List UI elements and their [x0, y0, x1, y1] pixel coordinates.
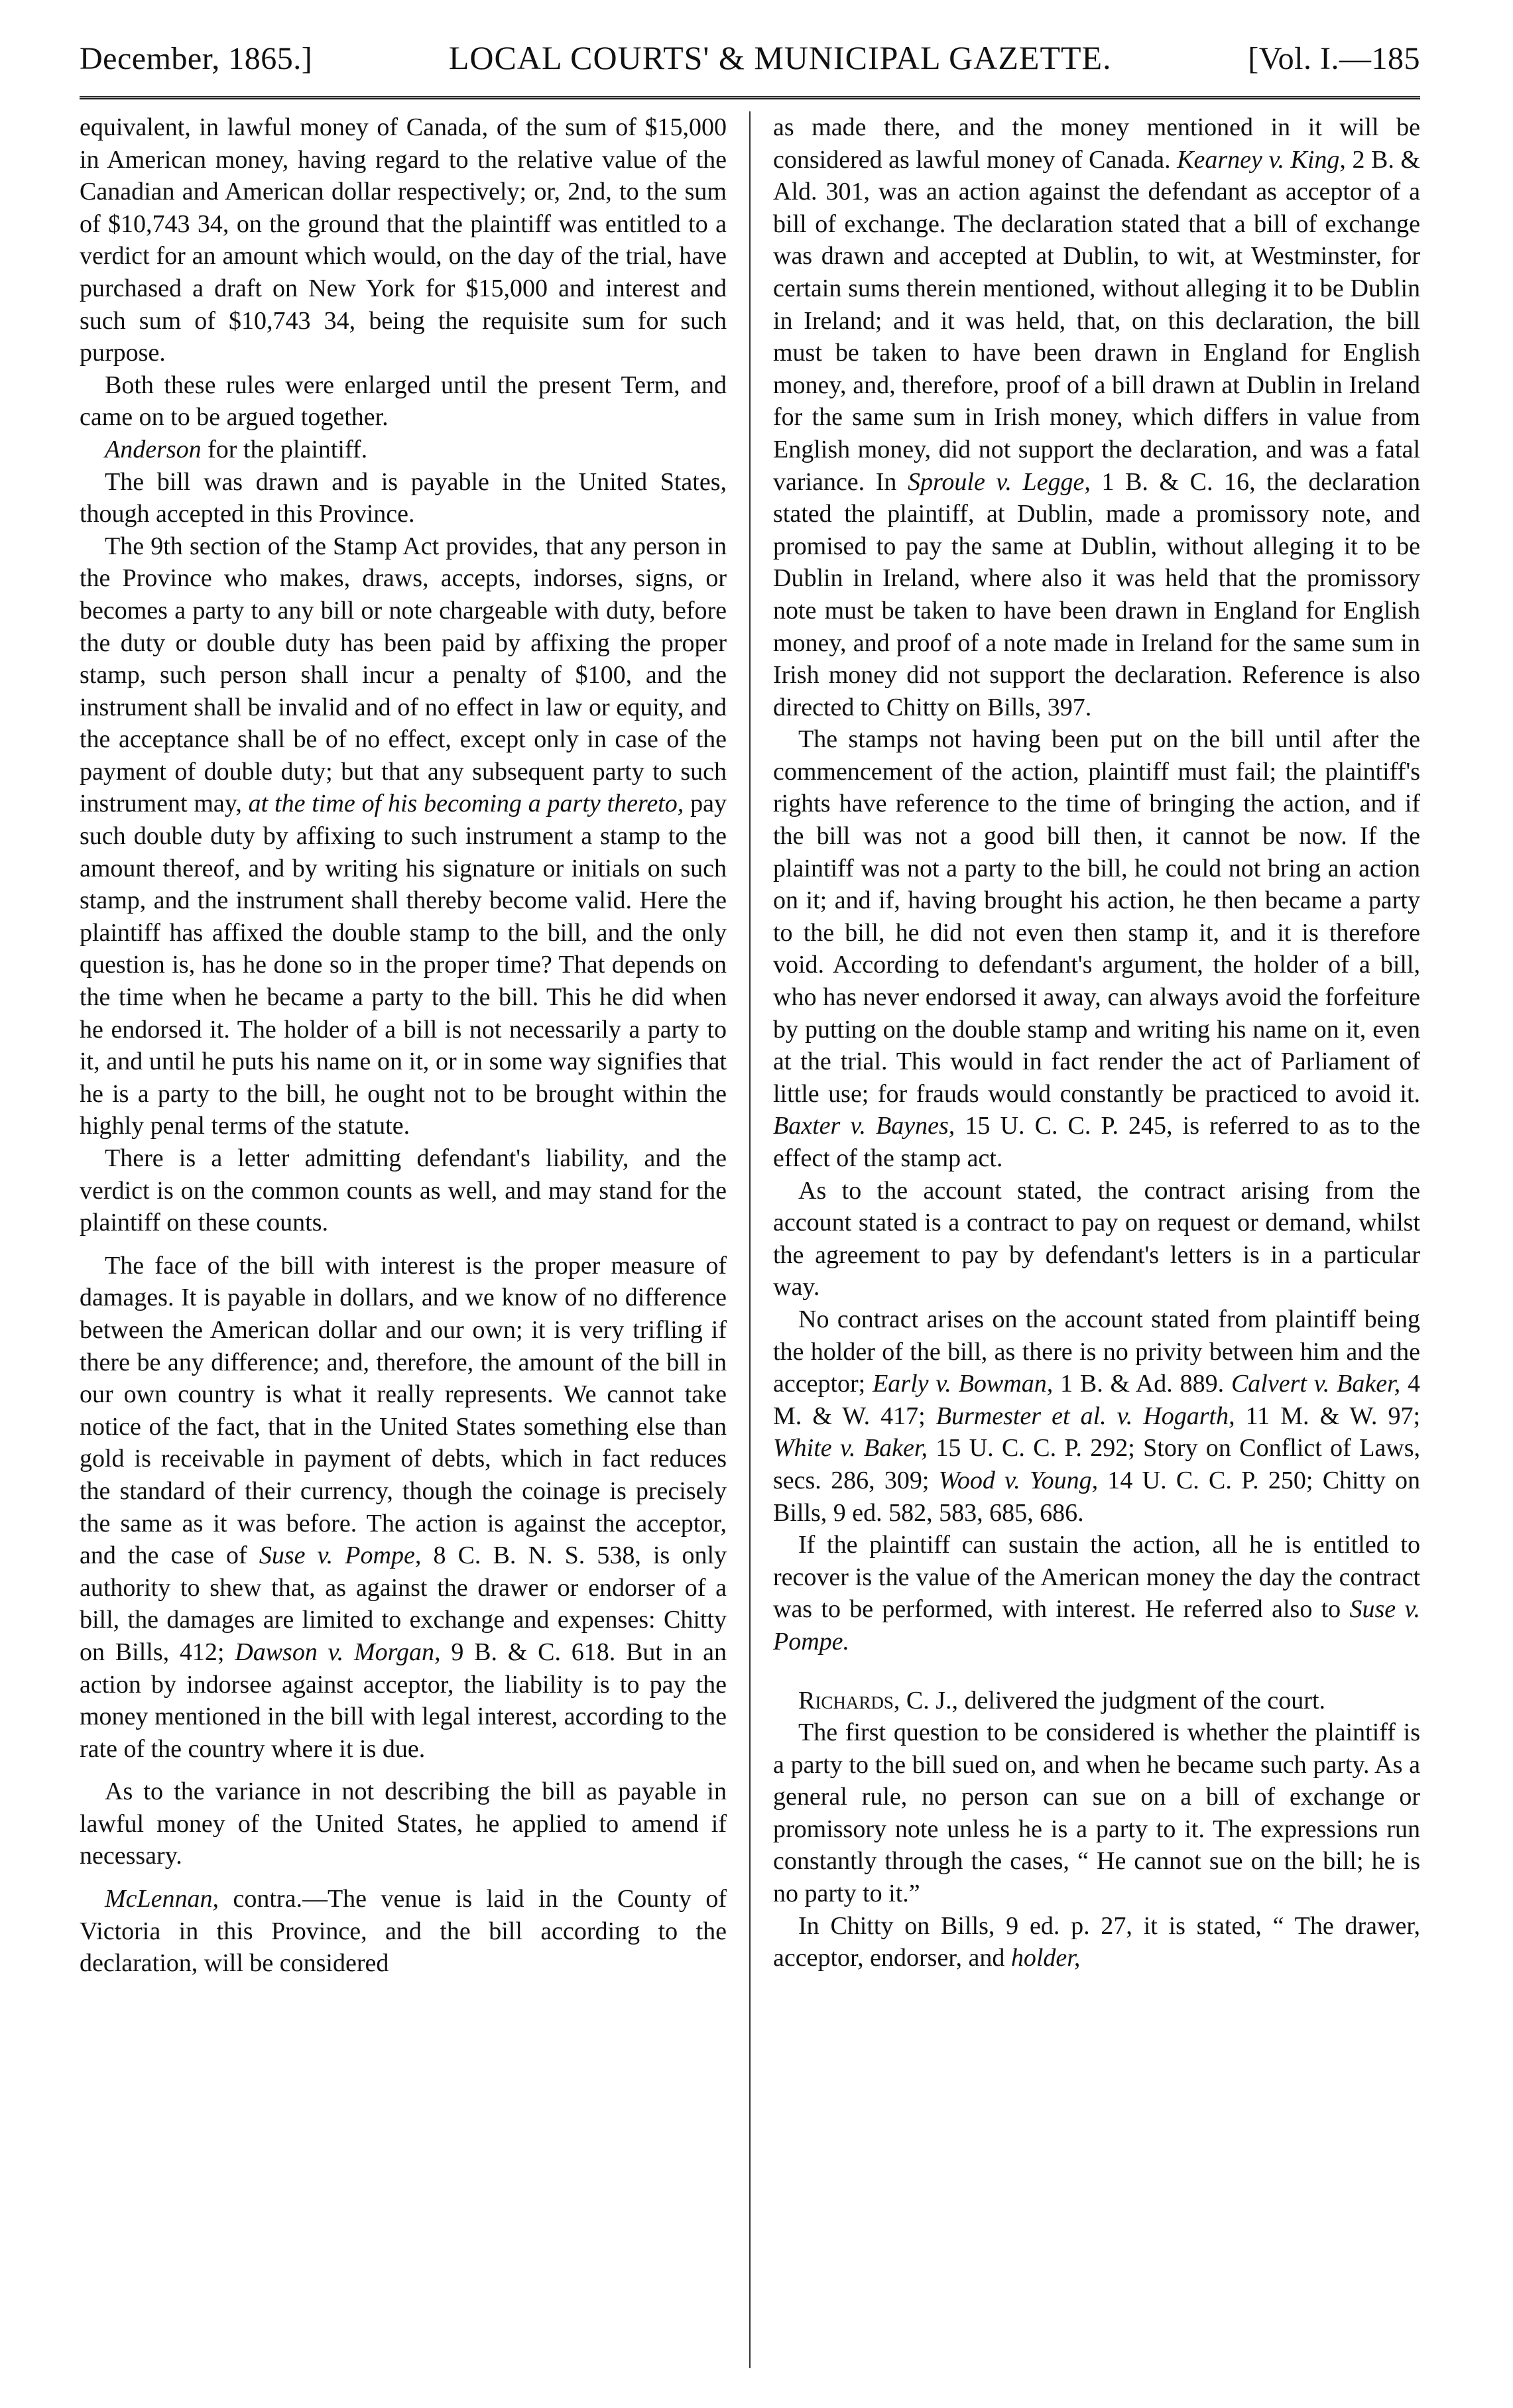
paragraph: The first question to be considered is whether the plaintiff is a party to the bill sued on, and when he became such party. As a general rule, no person can sue on a bill of exchange or promissory note unless he is a party to it. The expressions run constantly through the cases, “ He cannot sue on the bill; he is no party to it.”	[773, 1718, 1420, 1908]
paragraph	[773, 723, 1420, 1174]
text-run: In Chitty on Bills, 9 ed. p. 27, it is stated, “ The drawer, acceptor, endorser, and	[773, 1911, 1420, 1972]
text-run: 15 U. C. C. P. 292; Story on Conflict of Laws, secs. 286, 309;	[773, 1434, 1420, 1494]
header-volume: [Vol. I.—185	[1248, 41, 1420, 76]
paragraph	[80, 1250, 727, 1766]
case-citation: Baxter v. Baynes,	[773, 1112, 955, 1140]
text-run: 9 B. & C. 618. But in an action by indorsee against acceptor, the liability is to pay the money mentioned in the bill with legal interest, according to the rate of the country where it is due.	[80, 1638, 727, 1763]
header-date: December, 1865.]	[80, 41, 313, 76]
paragraph	[80, 1883, 727, 1980]
text-run: The 9th section of the Stamp Act provides, that any person in the Province who makes, draws, accepts, indorses, signs, or becomes a party to any bill or note chargeable with duty, before the duty or double duty has been paid by affixing the proper stamp, such person shall incur a penalty of $100, and the instrument shall be invalid and of no effect in law or equity, and the acceptance shall be of no effect, except only in case of the payment of double duty; but that any subsequent party to such instrument may,	[80, 532, 727, 818]
text-run: 2 B. & Ald. 301, was an action against the defendant as acceptor of a bill of exchange. The declaration stated that a bill of exchange was drawn and accepted at Dublin, to wit, at Westminster, for certain sums therein mentioned, without alleging it to be Dublin in Ireland; and it was held, that, on this declaration, the bill must be taken to have been drawn in England for English money, and, therefore, proof of a bill drawn at Dublin in Ireland for the same sum in Irish money, which differs in value from English money, did not support the declaration, and was a fatal variance. In	[773, 145, 1420, 496]
paragraph	[773, 111, 1420, 723]
case-citation: White v. Baker,	[773, 1434, 928, 1463]
text-run: for the plaintiff.	[201, 435, 368, 463]
paragraph: equivalent, in lawful money of Canada, of the sum of $15,000 in American money, having regard to the relative value of the Canadian and American dollar respectively; or, 2nd, to the sum of $10,743 34, on the ground that the plaintiff was entitled to a verdict for an amount which would, on the day of the trial, have purchased a draft on New York for $15,000 and interest and such sum of $10,743 34, being the requisite sum for such purpose.	[80, 113, 727, 367]
italic-run: holder,	[1010, 1944, 1081, 1972]
header-title: LOCAL COURTS' & MUNICIPAL GAZETTE.	[448, 39, 1112, 76]
text-run: If the plaintiff can sustain the action, all he is entitled to recover is the value of the American money the day the contract was to be performed, with interest. He referred also to	[773, 1531, 1420, 1624]
text-run: , C. J., delivered the judgment of the court.	[893, 1686, 1325, 1715]
paragraph: Both these rules were enlarged until the present Term, and came on to be argued together.	[80, 371, 727, 432]
counsel-name: McLennan,	[105, 1885, 219, 1913]
left-column	[80, 111, 749, 2368]
text-run: pay such double duty by affixing to such instrument a stamp to the amount thereof, and by writing his signature or initials on such stamp, and the instrument shall thereby become valid. Here the plaintiff has affixed the double stamp to the bill, and the only question is, has he done so in the proper time? That depends on the time when he became a party to the bill. This he did when he endorsed it. The holder of a bill is not necessarily a party to it, and until he puts his name on it, or in some way signifies that he is a party to the bill, he ought not to be brought within the highly penal terms of the statute.	[80, 790, 727, 1140]
case-citation: Burmester et al. v. Hogarth,	[936, 1402, 1235, 1430]
text-columns	[80, 111, 1420, 2368]
text-run: 11 M. & W. 97;	[1235, 1402, 1420, 1430]
italic-run: at the time of his becoming a party thereto,	[248, 790, 684, 818]
paragraph	[773, 1685, 1420, 1717]
header-rule	[80, 96, 1420, 99]
counsel-name: Anderson	[105, 435, 202, 463]
text-run: The stamps not having been put on the bill until after the commencement of the action, plaintiff must fail; the plaintiff's rights have reference to the time of bringing the action, and if the bill was not a good bill then, it cannot be now. If the plaintiff was not a party to the bill, he could not bring an action on it; and if, having brought his action, he then became a party to the bill, he did not even then stamp it, and it is therefore void. According to defendant's argument, the holder of a bill, who has never endorsed it away, can always avoid the forfeiture by putting on the double stamp and writing his name on it, even at the trial. This would in fact render the act of Parliament of little use; for frauds would constantly be practiced to avoid it.	[773, 725, 1420, 1108]
page-header	[80, 38, 1420, 91]
paragraph	[773, 1303, 1420, 1529]
text-run: No contract arises on the account stated from plaintiff being the holder of the bill, as there is no privity between him and the acceptor;	[773, 1305, 1420, 1398]
text-run: contra.—The venue is laid in the County of Victoria in this Province, and the bill according to the declaration, will be considered	[80, 1885, 727, 1978]
paragraph	[80, 530, 727, 1142]
text-run: 1 B. & Ad. 889.	[1053, 1370, 1231, 1398]
text-run: The face of the bill with interest is the proper measure of damages. It is payable in dollars, and we know of no difference between the American dollar and our own; it is very trifling if there be any difference; and, therefore, the amount of the bill in our own country is what it really represents. We cannot take notice of the fact, that in the United States something else than gold is receivable in payment of debts, which in fact reduces the standard of their currency, though the coinage is precisely the same as it was before. The action is against the acceptor, and the case of	[80, 1251, 727, 1570]
text-run: 14 U. C. C. P. 250; Chitty on Bills, 9 ed. 582, 583, 685, 686.	[773, 1466, 1420, 1527]
case-citation: Calvert v. Baker,	[1231, 1370, 1401, 1398]
case-citation: Suse v. Pompe,	[259, 1541, 422, 1570]
text-run: 15 U. C. C. P. 245, is referred to as to the effect of the stamp act.	[773, 1112, 1420, 1172]
case-citation: Kearney v. King,	[1177, 145, 1346, 174]
text-run: 8 C. B. N. S. 538, is only authority to shew that, as against the drawer or endorser of a bill, the damages are limited to exchange and expenses: Chitty on Bills, 412;	[80, 1541, 727, 1666]
case-citation: Suse v. Pompe.	[773, 1595, 1420, 1656]
paragraph: As to the variance in not describing the bill as payable in lawful money of the United States, he applied to amend if necessary.	[80, 1777, 727, 1870]
paragraph	[773, 1910, 1420, 1974]
paragraph	[80, 434, 727, 466]
judge-name: Richards	[798, 1686, 894, 1715]
right-column	[751, 111, 1420, 2368]
text-run: 4 M. & W. 417;	[773, 1370, 1420, 1430]
case-citation: Early v. Bowman,	[873, 1370, 1054, 1398]
text-run: 1 B. & C. 16, the declaration stated the plaintiff, at Dublin, made a promissory note, and promised to pay the same at Dublin, without alleging it to be Dublin in Ireland, where also it was held that the promissory note must be taken to have been drawn in England for English money, and proof of a note made in Ireland for the same sum in Irish money did not support the declaration. Reference is also directed to Chitty on Bills, 397.	[773, 467, 1420, 721]
case-citation: Sproule v. Legge,	[908, 467, 1091, 496]
case-citation: Dawson v. Morgan,	[235, 1638, 441, 1666]
paragraph: There is a letter admitting defendant's liability, and the verdict is on the common counts as well, and may stand for the plaintiff on these counts.	[80, 1144, 727, 1237]
text-run: as made there, and the money mentioned in it will be considered as lawful money of Canada.	[773, 113, 1420, 174]
case-citation: Wood v. Young,	[938, 1466, 1099, 1494]
paragraph: As to the account stated, the contract arising from the account stated is a contract to pay on request or demand, whilst the agreement to pay by defendant's letters is in a particular way.	[773, 1176, 1420, 1301]
paragraph	[773, 1529, 1420, 1657]
paragraph: The bill was drawn and is payable in the United States, though accepted in this Province.	[80, 467, 727, 528]
